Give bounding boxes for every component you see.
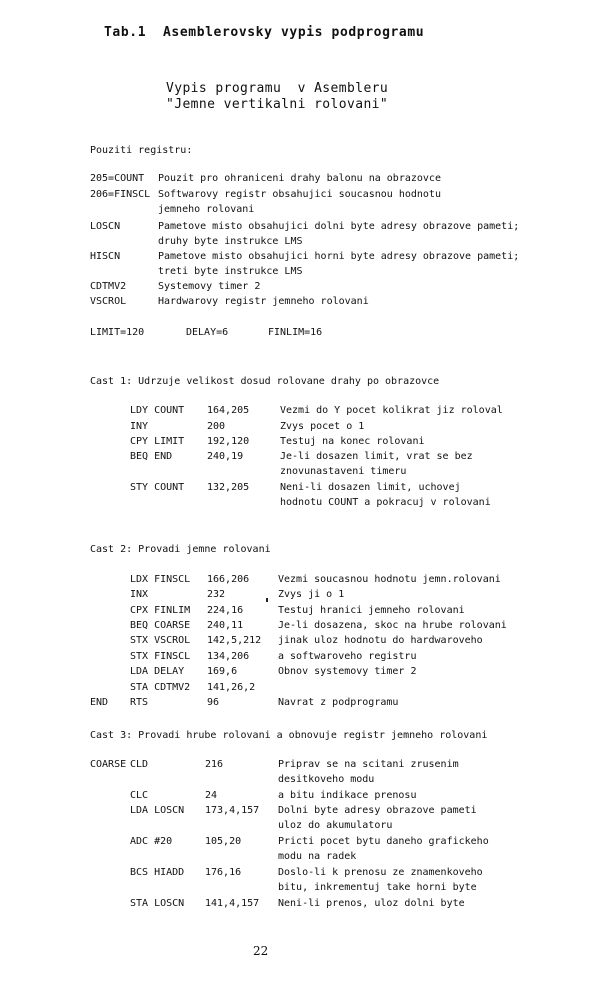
code-comment: Dolni byte adresy obrazove pameti: [278, 805, 477, 816]
code-comment: Pricti pocet bytu daneho grafickeho: [278, 836, 489, 847]
code-comment: Vezmi do Y pocet kolikrat jiz roloval: [280, 405, 503, 416]
register-description: Pametove misto obsahujici horni byte adresy obrazove pameti;: [158, 251, 520, 262]
registers-heading: Pouziti registru:: [90, 145, 193, 156]
code-comment: bitu, inkrementuj take horni byte: [278, 882, 477, 893]
code-instruction: CPX FINLIM: [130, 605, 191, 616]
code-bytes: 200: [207, 421, 226, 432]
code-bytes: 24: [205, 790, 218, 801]
code-bytes: 176,16: [205, 867, 242, 878]
code-instruction: INX: [130, 589, 149, 600]
code-bytes: 169,6: [207, 666, 238, 677]
code-instruction: ADC #20: [130, 836, 173, 847]
code-label: COARSE: [90, 759, 127, 770]
register-description: Pouzit pro ohraniceni drahy balonu na obrazovce: [158, 173, 441, 184]
code-instruction: LDA LOSCN: [130, 805, 185, 816]
code-bytes: 240,19: [207, 451, 244, 462]
register-name: VSCROL: [90, 296, 127, 307]
constant: DELAY=6: [186, 327, 229, 338]
code-comment: hodnotu COUNT a pokracuj v rolovani: [280, 497, 491, 508]
code-comment: Je-li dosazena, skoc na hrube rolovani: [278, 620, 507, 631]
code-bytes: 141,26,2: [207, 682, 256, 693]
page-number: 22: [253, 944, 269, 958]
code-instruction: CLD: [130, 759, 149, 770]
register-description: jemneho rolovani: [158, 204, 255, 215]
code-bytes: 96: [207, 697, 220, 708]
code-comment: Doslo-li k prenosu ze znamenkoveho: [278, 867, 483, 878]
code-bytes: 132,205: [207, 482, 250, 493]
code-comment: Priprav se na scitani zrusenim: [278, 759, 459, 770]
code-comment: Navrat z podprogramu: [278, 697, 399, 708]
register-name: 206=FINSCL: [90, 189, 151, 200]
constant: LIMIT=120: [90, 327, 145, 338]
code-comment: a bitu indikace prenosu: [278, 790, 417, 801]
code-instruction: LDA DELAY: [130, 666, 185, 677]
part1-heading: Cast 1: Udrzuje velikost dosud rolovane drahy po obrazovce: [90, 376, 440, 387]
code-instruction: BCS HIADD: [130, 867, 185, 878]
code-instruction: BEQ END: [130, 451, 173, 462]
code-instruction: STX FINSCL: [130, 651, 191, 662]
register-name: HISCN: [90, 251, 121, 262]
code-comment: jinak uloz hodnotu do hardwaroveho: [278, 635, 483, 646]
part2-heading: Cast 2: Provadi jemne rolovani: [90, 544, 271, 555]
code-bytes: 166,206: [207, 574, 250, 585]
code-comment: Zvys pocet o 1: [280, 421, 365, 432]
part3-heading: Cast 3: Provadi hrube rolovani a obnovuje registr jemneho rolovani: [90, 730, 488, 741]
code-bytes: 141,4,157: [205, 898, 260, 909]
register-description: Softwarovy registr obsahujici soucasnou hodnotu: [158, 189, 441, 200]
code-comment: znovunastaveni timeru: [280, 466, 407, 477]
code-comment: uloz do akumulatoru: [278, 820, 393, 831]
code-instruction: INY: [130, 421, 149, 432]
register-name: 205=COUNT: [90, 173, 145, 184]
register-description: Pametove misto obsahujici dolni byte adresy obrazove pameti;: [158, 221, 520, 232]
code-instruction: CLC: [130, 790, 149, 801]
register-description: druhy byte instrukce LMS: [158, 236, 303, 247]
code-instruction: BEQ COARSE: [130, 620, 191, 631]
code-comment: Obnov systemovy timer 2: [278, 666, 417, 677]
code-comment: modu na radek: [278, 851, 357, 862]
code-comment: Vezmi soucasnou hodnotu jemn.rolovani: [278, 574, 501, 585]
code-bytes: 216: [205, 759, 224, 770]
code-instruction: STA CDTMV2: [130, 682, 191, 693]
code-instruction: LDX FINSCL: [130, 574, 191, 585]
page-title: Tab.1 Asemblerovsky vypis podprogramu: [104, 25, 425, 40]
register-description: Systemovy timer 2: [158, 281, 261, 292]
code-comment: Zvys ji o 1: [278, 589, 345, 600]
code-bytes: 192,120: [207, 436, 250, 447]
code-instruction: STY COUNT: [130, 482, 185, 493]
listing-subtitle-name: "Jemne vertikalni rolovani": [166, 97, 389, 112]
code-instruction: LDY COUNT: [130, 405, 185, 416]
register-name: CDTMV2: [90, 281, 127, 292]
code-bytes: 232: [207, 589, 226, 600]
constant: FINLIM=16: [268, 327, 323, 338]
code-comment: Je-li dosazen limit, vrat se bez: [280, 451, 473, 462]
code-bytes: 142,5,212: [207, 635, 262, 646]
code-label: END: [90, 697, 109, 708]
code-comment: Testuj hranici jemneho rolovani: [278, 605, 465, 616]
listing-subtitle: Vypis programu v Asembleru: [166, 81, 389, 96]
code-bytes: 173,4,157: [205, 805, 260, 816]
code-bytes: 134,206: [207, 651, 250, 662]
code-bytes: 164,205: [207, 405, 250, 416]
code-comment: desitkoveho modu: [278, 774, 375, 785]
register-description: Hardwarovy registr jemneho rolovani: [158, 296, 369, 307]
code-instruction: STX VSCROL: [130, 635, 191, 646]
code-comment: Neni-li prenos, uloz dolni byte: [278, 898, 465, 909]
code-instruction: STA LOSCN: [130, 898, 185, 909]
code-instruction: CPY LIMIT: [130, 436, 185, 447]
register-name: LOSCN: [90, 221, 121, 232]
stray-mark: [266, 598, 268, 602]
register-description: treti byte instrukce LMS: [158, 266, 303, 277]
code-instruction: RTS: [130, 697, 149, 708]
code-bytes: 105,20: [205, 836, 242, 847]
code-comment: Testuj na konec rolovani: [280, 436, 425, 447]
code-comment: Neni-li dosazen limit, uchovej: [280, 482, 461, 493]
code-bytes: 240,11: [207, 620, 244, 631]
code-comment: a softwaroveho registru: [278, 651, 417, 662]
code-bytes: 224,16: [207, 605, 244, 616]
